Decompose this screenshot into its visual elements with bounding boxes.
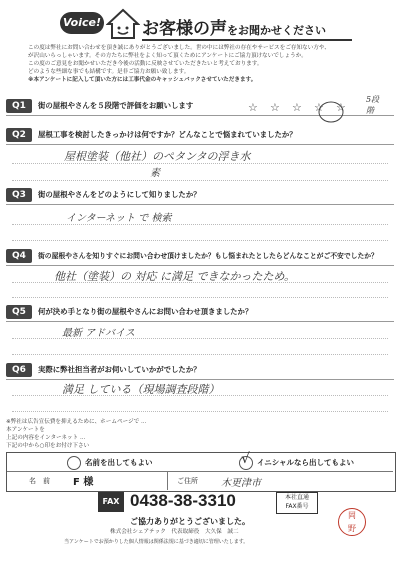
fax-number: 0438-38-3310 — [130, 491, 236, 510]
address-value: 木更津市 — [221, 478, 261, 489]
name-value: F 様 — [73, 477, 94, 488]
title-underline — [142, 39, 352, 41]
company-text: 株式会社シェアテック 代表取締役 大久保 誠二 — [110, 529, 239, 535]
check-mark: √ — [241, 451, 250, 467]
voice-label: Voice! — [62, 16, 102, 29]
house-icon — [106, 8, 140, 40]
question-4: Q4 街の屋根やさんを知りすぐにお問い合わせ頂けましたか？もし悩まれたとしたらどんなことがご不安でしたか？ — [6, 249, 394, 264]
answer-q6: 満足 している（現場調査段階） — [62, 383, 220, 396]
address-label: ご住所 — [177, 477, 198, 485]
option-name-ok: 名前を出してもよい — [85, 458, 153, 467]
rating-star-4[interactable]: ☆ — [314, 101, 324, 114]
fax-icon: FAX — [98, 492, 124, 512]
rating-star-3[interactable]: ☆ — [292, 101, 302, 114]
header — [60, 6, 360, 48]
hanko-stamp: 岡野 — [338, 508, 366, 536]
answer-q2: 屋根塗装（他社）のペタンタの浮き水 — [64, 150, 251, 163]
answer-q3: インターネット で 検索 — [66, 213, 172, 224]
fax-section — [98, 492, 328, 514]
direct-fax-badge: 本社直通 FAX番号 — [276, 492, 318, 514]
rating-circle — [318, 100, 344, 124]
voice-badge — [60, 12, 104, 34]
answer-q2-cont: 素 — [150, 168, 160, 179]
rating-star-2[interactable]: ☆ — [270, 101, 280, 114]
question-2: Q2 屋根工事を検討したきっかけは何ですか？どんなことで悩まれていましたか？ — [6, 128, 394, 143]
question-1: Q1 街の屋根やさんを５段階で評価をお願いします — [6, 99, 394, 114]
answer-q5: 最新 アドバイス — [62, 328, 135, 339]
rating-note: 5段 階 — [366, 95, 380, 115]
page-title: お客様の声をお聞かせください — [142, 19, 326, 39]
answer-q4: 他社（塗装）の 対応 に満足 できなかったため。 — [54, 270, 296, 283]
question-6: Q6 実際に弊社担当者がお伺いしていかがでしたか？ — [6, 363, 394, 378]
name-label: 名 前 — [29, 477, 50, 485]
question-3: Q3 街の屋根やさんをどのようにして知りましたか？ — [6, 188, 394, 203]
privacy-policy: 当アンケートでお預かりした個人情報は関係法規に基づき適切に管理いたします。 — [64, 539, 249, 545]
intro-text: この度は弊社にお問い合わせを頂き誠にありがとうございました。世の中には弊社の存在やサービスをご存知ない方や、 が沢山いらっしゃいます。その方たちに弊社をよく知って頂くためにアンケートにご協力頂けないでしょうか。 この度のご意見をお聞かせいただき今後の活動に反映させていただきたいと考えております。 どのような些細な事でも結構です。是非ご協力お願い致します。 ※本アンケートに記入して頂いた方には工事代金のキャッシュバックさせていただきます。 — [28, 45, 330, 83]
rating-star-1[interactable]: ☆ — [248, 101, 258, 114]
question-5: Q5 何が決め手となり街の屋根やさんにお問い合わせ頂きましたか？ — [6, 305, 394, 320]
option-circle-1[interactable] — [67, 456, 81, 470]
option-initial-ok: イニシャルなら出してもよい — [257, 458, 355, 467]
footer-notes: ※弊社は広告宣伝費を抑えるために、ホームページで ... 本アンケートを 上記の内容をインターネット ... 下記の中から○印をお付け下さい — [6, 419, 147, 449]
privacy-box — [6, 452, 396, 492]
thanks-text: ご協力ありがとうございました。 — [130, 517, 250, 526]
rating-star-5[interactable]: ☆ — [336, 101, 346, 114]
